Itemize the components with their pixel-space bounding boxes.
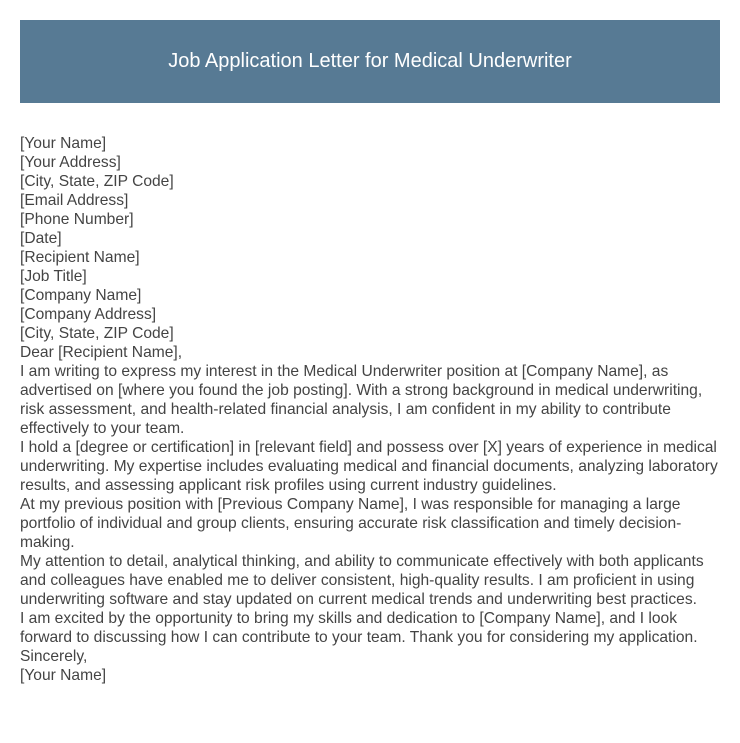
paragraph-intro: I am writing to express my interest in the Medical Underwriter position at [Company Name], as advertised on [where you found the job posting]. With a strong background in medical underwriting, risk assessment, and health-related financial analysis, I am confident in my ability to contribute effectively to your team. xyxy=(20,363,703,437)
letter-body xyxy=(20,134,726,685)
recipient-company: [Company Name] xyxy=(20,287,142,304)
signature: [Your Name] xyxy=(20,667,107,684)
page-title: Job Application Letter for Medical Underwriter xyxy=(168,50,572,72)
sender-name: [Your Name] xyxy=(20,135,107,152)
document-header xyxy=(20,20,720,103)
sender-email: [Email Address] xyxy=(20,192,129,209)
recipient-name: [Recipient Name] xyxy=(20,249,140,266)
salutation: Dear [Recipient Name], xyxy=(20,344,183,361)
recipient-company-address: [Company Address] xyxy=(20,306,157,323)
paragraph-experience: At my previous position with [Previous Company Name], I was responsible for managing a large portfolio of individual and group clients, ensuring accurate risk classification and timely decision-making. xyxy=(20,496,682,551)
recipient-job-title: [Job Title] xyxy=(20,268,87,285)
sender-city-state-zip: [City, State, ZIP Code] xyxy=(20,173,174,190)
paragraph-skills: My attention to detail, analytical thinking, and ability to communicate effectively with both applicants and colleagues have enabled me to deliver consistent, high-quality results. I am proficient in using underwriting software and stay updated on current medical trends and underwriting best practices. xyxy=(20,553,704,608)
closing: Sincerely, xyxy=(20,648,88,665)
sender-phone: [Phone Number] xyxy=(20,211,134,228)
paragraph-qualifications: I hold a [degree or certification] in [relevant field] and possess over [X] years of experience in medical underwriting. My expertise includes evaluating medical and financial documents, analyzing laboratory results, and assessing applicant risk profiles using current industry guidelines. xyxy=(20,439,718,494)
recipient-city-state-zip: [City, State, ZIP Code] xyxy=(20,325,174,342)
sender-address: [Your Address] xyxy=(20,154,121,171)
letter-date: [Date] xyxy=(20,230,62,247)
paragraph-closing: I am excited by the opportunity to bring my skills and dedication to [Company Name], and I look forward to discussing how I can contribute to your team. Thank you for considering my application. xyxy=(20,610,698,646)
